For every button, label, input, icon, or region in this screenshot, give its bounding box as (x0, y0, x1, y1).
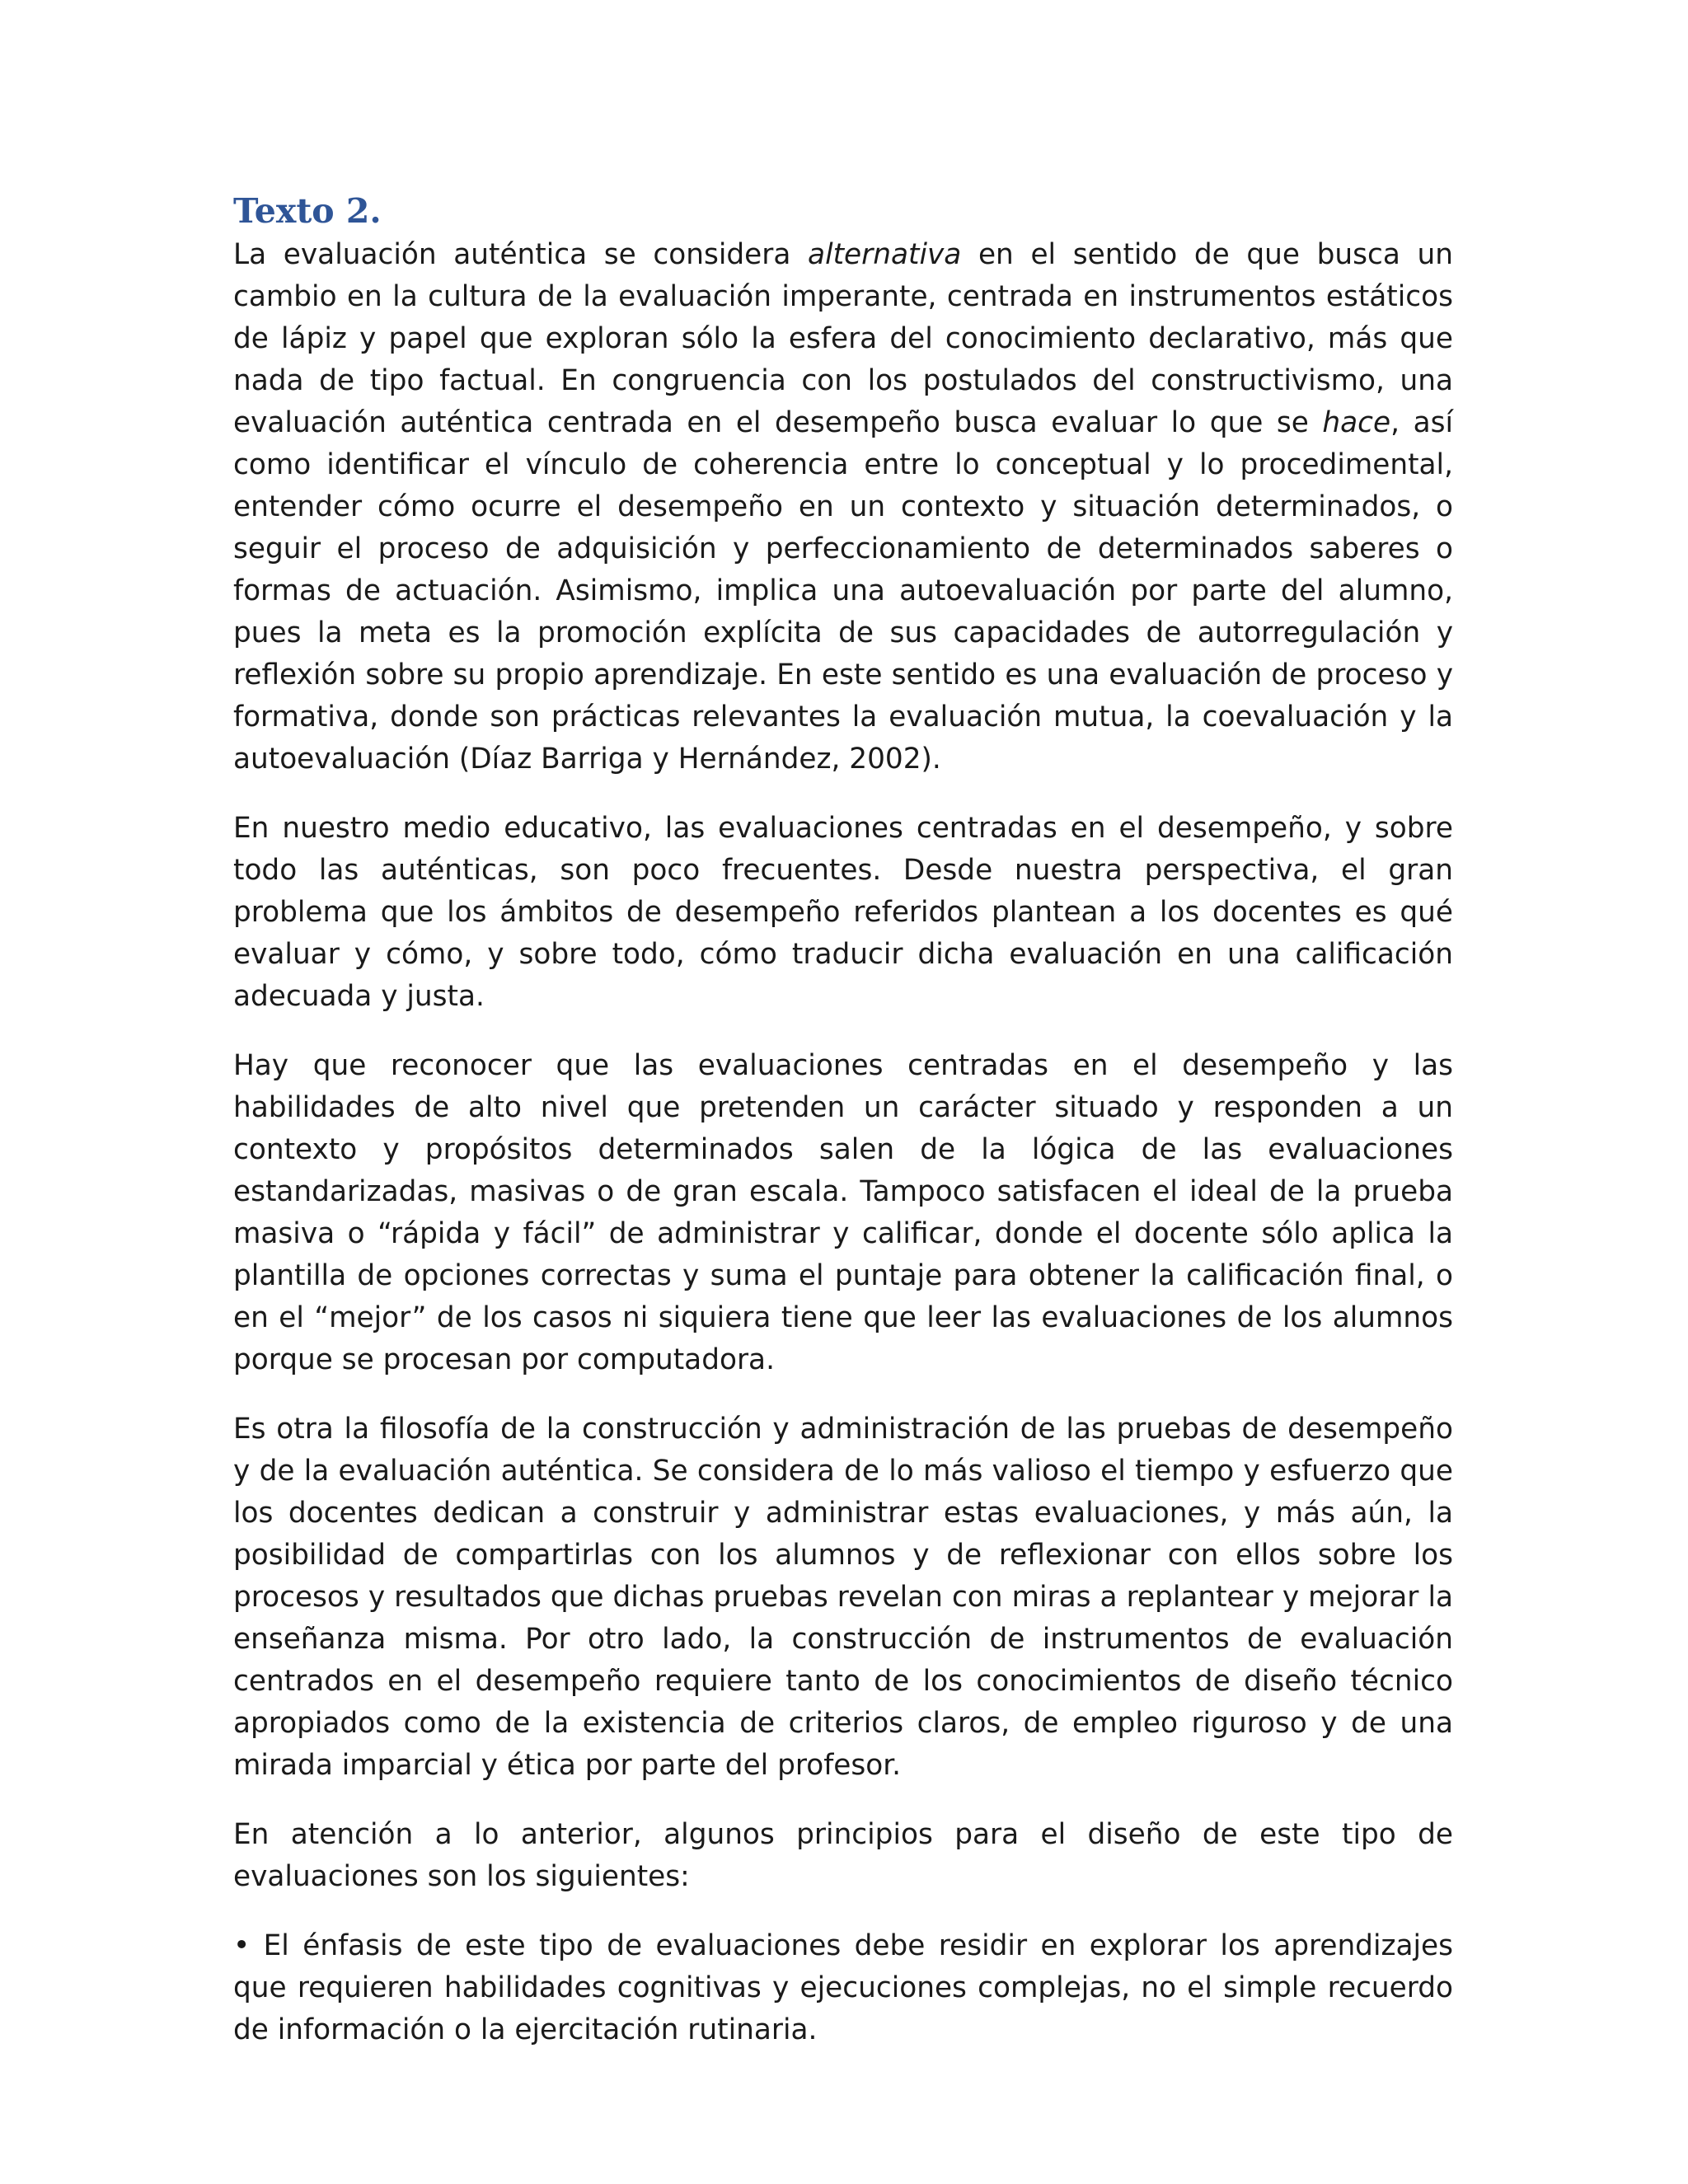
document-heading: Texto 2. (233, 191, 382, 231)
paragraph-1-part-c: en el sentido de que busca un cambio en la cultura de la evaluación imperante, centrada en instrumentos estáticos de lápiz y papel que exploran sólo la esfera del conocimiento declarativo, más que nada de tipo factual. En congruencia con los postulados del constructivismo, una evaluación auténtica centrada en el desempeño busca evaluar lo que se (233, 238, 1454, 439)
paragraph-1-part-e: , así como identificar el vínculo de coherencia entre lo conceptual y lo procedimental, entender cómo ocurre el desempeño en un contexto y situación determinados, o seguir el proceso de adquisición y perfeccionamiento de determinados saberes o formas de actuación. Asimismo, implica una autoevaluación por parte del alumno, pues la meta es la promoción explícita de sus capacidades de autorregulación y reflexión sobre su propio aprendizaje. En este sentido es una evaluación de proceso y formativa, donde son prácticas relevantes la evaluación mutua, la coevaluación y la autoevaluación (Díaz Barriga y Hernández, 2002). (233, 406, 1454, 776)
paragraph-2: En nuestro medio educativo, las evaluaciones centradas en el desempeño, y sobre todo las auténticas, son poco frecuentes. Desde nuestra perspectiva, el gran problema que los ámbitos de desempeño referidos plantean a los docentes es qué evaluar y cómo, y sobre todo, cómo traducir dicha evaluación en una calificación adecuada y justa. (233, 812, 1453, 1013)
document-page (233, 188, 1453, 2051)
bullet-item-1: • El énfasis de este tipo de evaluaciones debe residir en explorar los aprendizajes que requieren habilidades cognitivas y ejecuciones complejas, no el simple recuerdo de información o la ejercitación rutinaria. (233, 1929, 1453, 2046)
paragraph-3: Hay que reconocer que las evaluaciones centradas en el desempeño y las habilidades de alto nivel que pretenden un carácter situado y responden a un contexto y propósitos determinados salen de la lógica de las evaluaciones estandarizadas, masivas o de gran escala. Tampoco satisfacen el ideal de la prueba masiva o “rápida y fácil” de administrar y calificar, donde el docente sólo aplica la plantilla de opciones correctas y suma el puntaje para obtener la calificación final, o en el “mejor” de los casos ni siquiera tiene que leer las evaluaciones de los alumnos porque se procesan por computadora. (233, 1049, 1453, 1376)
paragraph-1-italic-hace: hace (1322, 406, 1391, 439)
paragraph-1-italic-alternativa: alternativa (808, 238, 962, 271)
paragraph-1-part-a: La evaluación auténtica se considera (233, 238, 809, 271)
paragraph-4: Es otra la filosofía de la construcción y administración de las pruebas de desempeño y de la evaluación auténtica. Se considera de lo más valioso el tiempo y esfuerzo que los docentes dedican a construir y administrar estas evaluaciones, y más aún, la posibilidad de compartirlas con los alumnos y de reflexionar con ellos sobre los procesos y resultados que dichas pruebas revelan con miras a replantear y mejorar la enseñanza misma. Por otro lado, la construcción de instrumentos de evaluación centrados en el desempeño requiere tanto de los conocimientos de diseño técnico apropiados como de la existencia de criterios claros, de empleo riguroso y de una mirada imparcial y ética por parte del profesor. (233, 1413, 1453, 1782)
paragraph-1 (233, 234, 1453, 780)
paragraph-5: En atención a lo anterior, algunos principios para el diseño de este tipo de evaluaciones son los siguientes: (233, 1818, 1453, 1893)
